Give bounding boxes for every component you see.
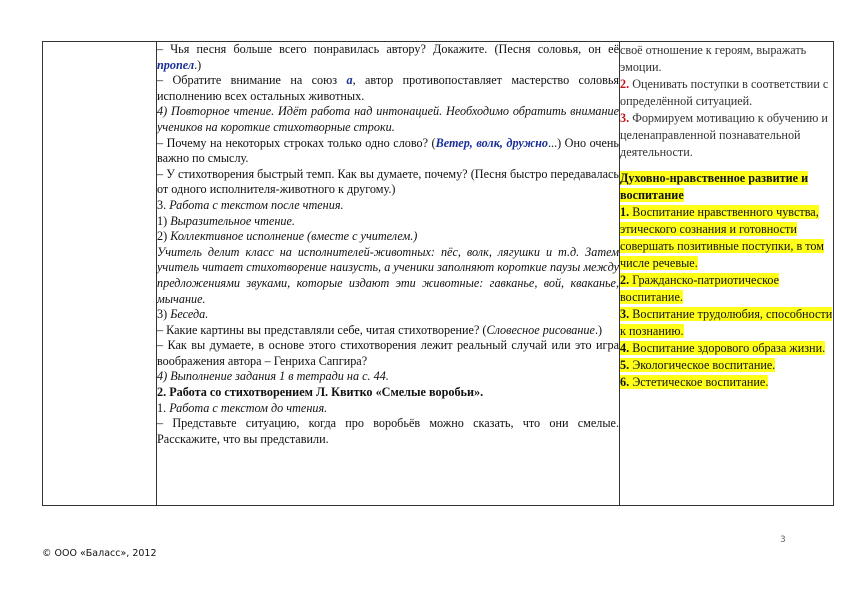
upbringing-item-3: 3. Воспитание трудолюбия, способности к познанию. <box>620 307 833 338</box>
keyword-words: Ветер, волк, дружно <box>435 135 548 150</box>
question-nightingale: – Чья песня больше всего понравилась автору? Докажите. (Песня соловья, он её пропел.) <box>157 42 619 72</box>
goal-3: 3. Формируем мотивацию к обучению и целенаправленной познавательной деятельности. <box>620 111 828 159</box>
upbringing-item-6: 6. Эстетическое воспитание. <box>620 375 769 389</box>
question-imagine: – Представьте ситуацию, когда про воробьёв можно сказать, что они смелые. Расскажите, что вы представили. <box>157 416 619 446</box>
question-pictures: – Какие картины вы представляли себе, читая стихотворение? (Словесное рисование.) <box>157 322 603 337</box>
lesson-content-cell <box>157 42 620 506</box>
step-expressive-reading: 1) Выразительное чтение. <box>157 213 295 228</box>
upbringing-item-2: 2. Гражданско-патриотическое воспитание. <box>620 273 780 304</box>
lesson-plan-table <box>42 41 834 506</box>
question-real-case: – Как вы думаете, в основе этого стихотворения лежит реальный случай или это игра воображения автора – Генриха Сапгира? <box>157 338 619 368</box>
spiritual-development-heading: Духовно-нравственное развитие и воспитание <box>620 171 809 202</box>
step-repeat-reading: 4) Повторное чтение. Идёт работа над интонацией. Необходимо обратить внимание учеников на короткие стихотворные строки. <box>157 104 619 134</box>
copyright-footer: © ООО «Баласс», 2012 <box>42 548 157 559</box>
goal-2: 2. Оценивать поступки в соответствии с определённой ситуацией. <box>620 77 829 108</box>
stage-column-cell <box>43 42 157 506</box>
step-before-reading: 1. Работа с текстом до чтения. <box>157 400 328 415</box>
step-workbook-task: 4) Выполнение задания 1 в тетради на с. 44. <box>157 369 389 384</box>
upbringing-item-1: 1. Воспитание нравственного чувства, этического сознания и готовности совершать позитивные поступки, в том числе речевые. <box>620 205 825 270</box>
section-brave-sparrows: 2. Работа со стихотворением Л. Квитко «Смелые воробьи». <box>157 385 484 400</box>
step-conversation: 3) Беседа. <box>157 307 209 322</box>
goals-cell <box>620 42 834 506</box>
keyword-a: а <box>346 73 353 88</box>
teacher-instructions: Учитель делит класс на исполнителей-животных: пёс, волк, лягушки и т.д. Затем учитель читает стихотворение наизусть, а ученики заполняют короткие паузы между предложениями звуками, которые издают эти животные: гавканье, вой, кваканье, мычание. <box>157 244 619 306</box>
question-tempo: – У стихотворения быстрый темп. Как вы думаете, почему? (Песня быстро передавалась от одного исполнителя-животного к другому.) <box>157 166 619 197</box>
table-row <box>43 42 834 506</box>
step-after-reading: 3. Работа с текстом после чтения. <box>157 197 344 212</box>
step-collective-performance: 2) Коллективное исполнение (вместе с учителем.) <box>157 229 418 244</box>
upbringing-item-5: 5. Экологическое воспитание. <box>620 358 776 372</box>
note-conjunction: – Обратите внимание на союз а, автор противопоставляет мастерство соловья исполнению всех остальных животных. <box>157 73 619 103</box>
upbringing-item-4: 4. Воспитание здорового образа жизни. <box>620 341 826 355</box>
question-one-word: – Почему на некоторых строках только одно слово? (Ветер, волк, дружно...) Оно очень важно по смыслу. <box>157 135 619 166</box>
goal-continued: своё отношение к героям, выражать эмоции. <box>620 43 807 74</box>
page-number: 3 <box>780 535 786 545</box>
keyword-sang: пропел <box>157 57 195 72</box>
